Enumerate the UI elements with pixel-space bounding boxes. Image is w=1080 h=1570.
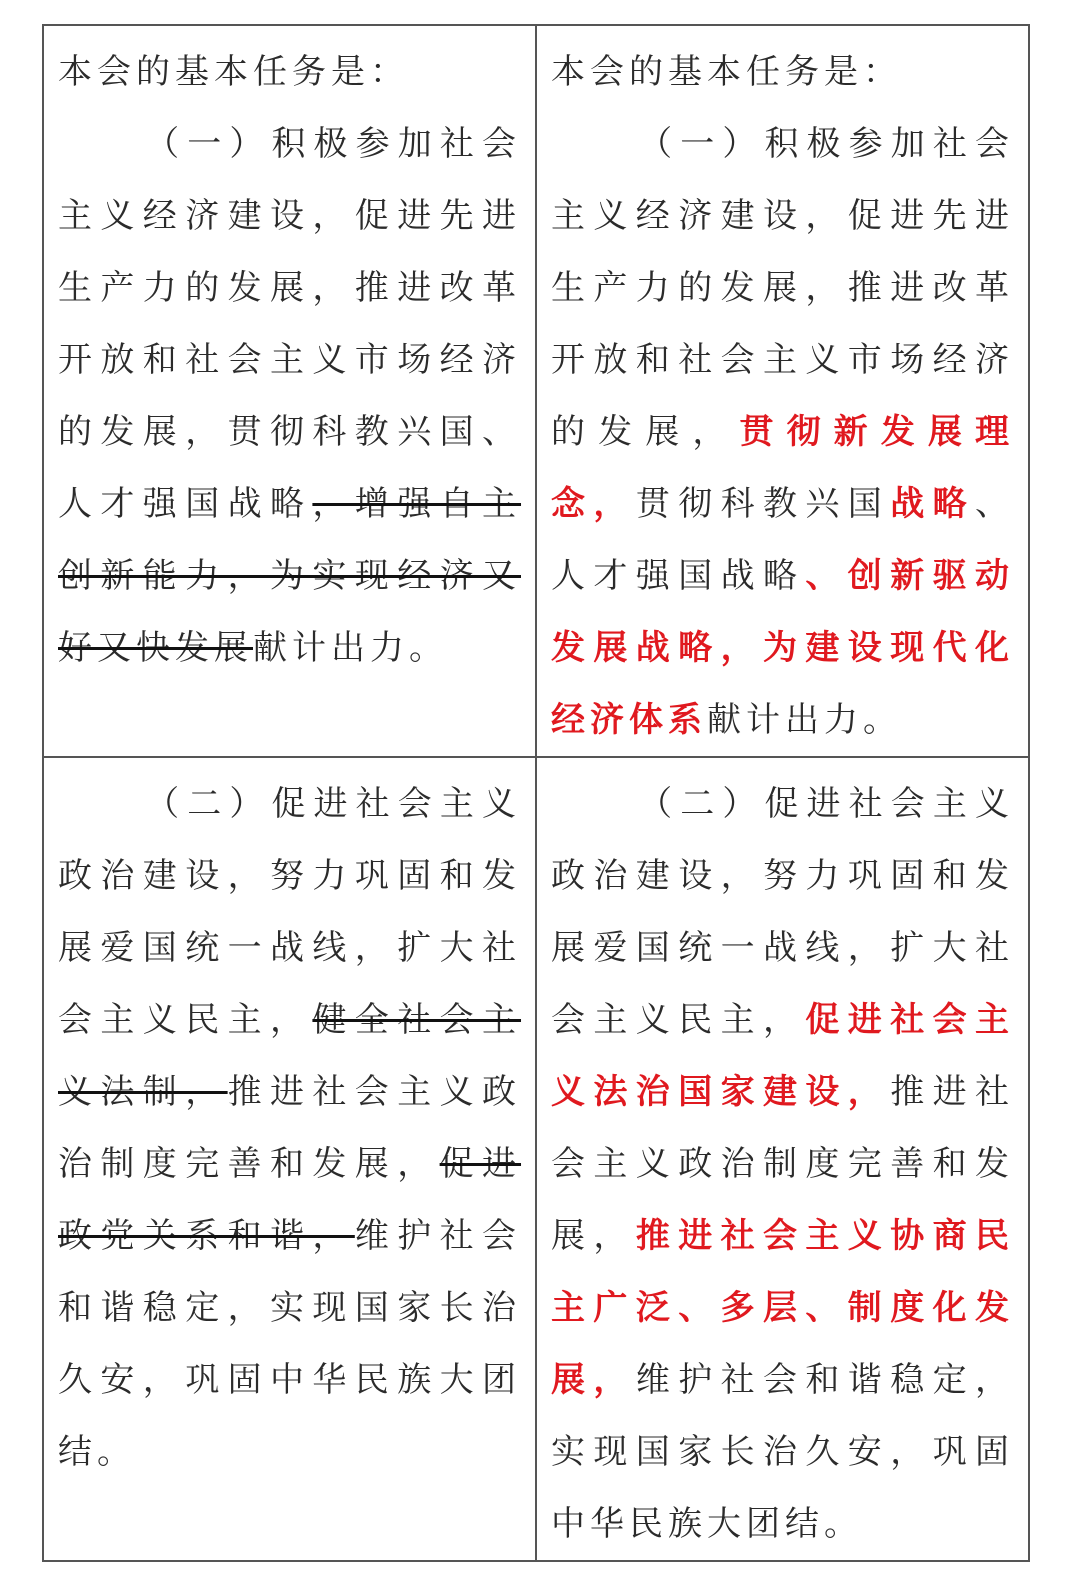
revised-text-cell	[536, 25, 1029, 757]
cell-paragraph	[58, 36, 521, 684]
text-segment: 献计出力。	[707, 700, 902, 740]
added-text: 战略	[890, 484, 976, 524]
text-segment: 贯彻科教兴国	[635, 484, 891, 524]
cell-paragraph	[551, 768, 1014, 1560]
added-text: 推进社会主义协商民主广泛、多层、制度化发展，	[551, 1216, 1015, 1400]
text-segment: （二）促进社会主义政治建设，努力巩固和发展爱国统一战线，扩大社会主义民主，	[551, 784, 1014, 1040]
deleted-text: 健全社会主义法制，	[58, 1000, 522, 1112]
deleted-text: 促进政党关系和谐，	[58, 1144, 522, 1256]
added-text: 促进社会主义法治国家建设，	[551, 1000, 1015, 1112]
table-row	[43, 25, 1029, 757]
text-segment: 献计出力。	[253, 628, 448, 668]
comparison-table	[42, 24, 1030, 1562]
text-segment: 本会的基本任务是：	[551, 52, 902, 92]
text-segment: 、人才强国战略	[551, 484, 1015, 596]
added-text: 贯彻新发展理念，	[551, 412, 1015, 524]
text-segment: 本会的基本任务是：	[58, 52, 409, 92]
original-text-cell	[43, 25, 536, 757]
original-text-cell	[43, 757, 536, 1561]
text-segment: 维护社会和谐稳定，实现国家长治久安，巩固中华民族大团结。	[58, 1216, 522, 1472]
revised-text-cell	[536, 757, 1029, 1561]
text-segment: 推进社会主义政治制度完善和发展，	[58, 1072, 522, 1184]
text-segment: 推进社会主义政治制度完善和发展，	[551, 1072, 1015, 1256]
text-segment: （二）促进社会主义政治建设，努力巩固和发展爱国统一战线，扩大社会主义民主，	[58, 784, 521, 1040]
table-row	[43, 757, 1029, 1561]
cell-paragraph	[58, 768, 521, 1488]
deleted-text: ，增强自主创新能力，为实现经济又好又快发展	[58, 484, 522, 668]
added-text: 、创新驱动发展战略，为建设现代化经济体系	[551, 556, 1015, 740]
text-segment: （一）积极参加社会主义经济建设，促进先进生产力的发展，推进改革开放和社会主义市场经济的发展，贯彻科教兴国、人才强国战略	[58, 124, 521, 524]
text-segment: （一）积极参加社会主义经济建设，促进先进生产力的发展，推进改革开放和社会主义市场经济的发展，	[551, 124, 1014, 452]
cell-paragraph	[551, 36, 1014, 756]
text-segment: 维护社会和谐稳定，实现国家长治久安，巩固中华民族大团结。	[551, 1360, 1015, 1544]
